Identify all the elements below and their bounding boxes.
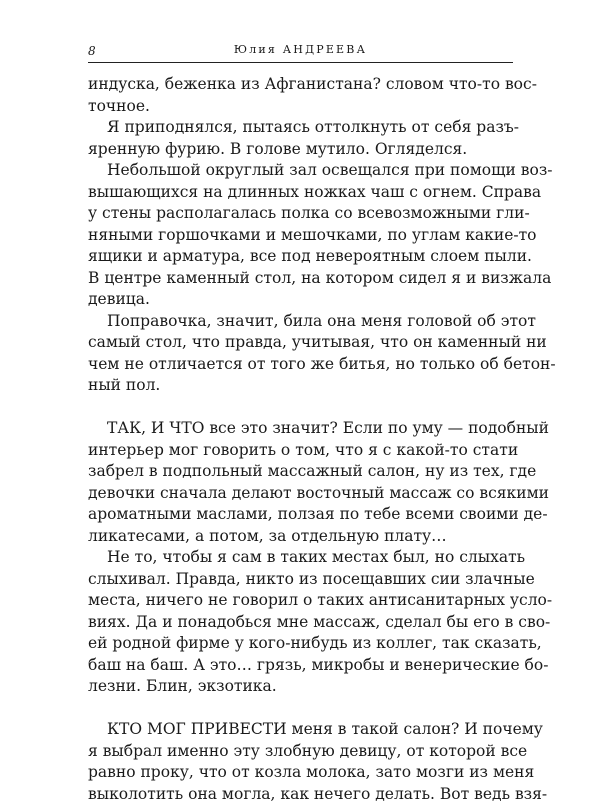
text-line: Поправочка, значит, била она меня головой об этот xyxy=(88,311,513,333)
text-line: самый стол, что правда, учитывая, что он каменный ни xyxy=(88,332,513,354)
text-line: забрел в подпольный массажный салон, ну из тех, где xyxy=(88,461,513,483)
running-header xyxy=(88,40,513,63)
text-line: равно проку, что от козла молока, зато мозги из меня xyxy=(88,762,513,784)
text-line: слыхивал. Правда, никто из посещавших сии злачные xyxy=(88,569,513,591)
text-line: чем не отличается от того же битья, но только об бетон- xyxy=(88,354,513,376)
text-line: КТО МОГ ПРИВЕСТИ меня в такой салон? И почему xyxy=(88,719,513,741)
section-break xyxy=(88,397,513,419)
text-line: Не то, чтобы я сам в таких местах был, но слыхать xyxy=(88,547,513,569)
text-line: девочки сначала делают восточный массаж со всякими xyxy=(88,483,513,505)
page-number: 8 xyxy=(88,44,96,58)
text-line: ликатесами, а потом, за отдельную плату… xyxy=(88,526,513,548)
text-line: точное. xyxy=(88,96,513,118)
text-line: Небольшой округлый зал освещался при помощи воз- xyxy=(88,160,513,182)
text-line: ный пол. xyxy=(88,375,513,397)
section-break xyxy=(88,698,513,720)
text-line: у стены располагалась полка со всевозможными гли- xyxy=(88,203,513,225)
text-line: ящики и арматура, все под невероятным слоем пыли. xyxy=(88,246,513,268)
text-line: ароматными маслами, ползая по тебе всеми своими де- xyxy=(88,504,513,526)
body-text xyxy=(88,74,513,805)
text-line: вышающихся на длинных ножках чаш с огнем. Справа xyxy=(88,182,513,204)
text-line: я выбрал именно эту злобную девицу, от которой все xyxy=(88,741,513,763)
text-line: яренную фурию. В голове мутило. Огляделся. xyxy=(88,139,513,161)
text-line: места, ничего не говорил о таких антисанитарных усло- xyxy=(88,590,513,612)
text-line: интерьер мог говорить о том, что я с какой-то стати xyxy=(88,440,513,462)
text-line: баш на баш. А это… грязь, микробы и венерические бо- xyxy=(88,655,513,677)
text-line: виях. Да и понадобься мне массаж, сделал бы его в сво- xyxy=(88,612,513,634)
text-line: В центре каменный стол, на котором сидел я и визжала xyxy=(88,268,513,290)
text-line: Я приподнялся, пытаясь оттолкнуть от себя разъ- xyxy=(88,117,513,139)
text-line: ей родной фирме у кого-нибудь из коллег, так сказать, xyxy=(88,633,513,655)
text-line: индуска, беженка из Афганистана? словом что-то вос- xyxy=(88,74,513,96)
text-line: няными горшочками и мешочками, по углам какие-то xyxy=(88,225,513,247)
text-line: выколотить она могла, как нечего делать. Вот ведь взя- xyxy=(88,784,513,805)
text-line: ТАК, И ЧТО все это значит? Если по уму — подобный xyxy=(88,418,513,440)
text-line: девица. xyxy=(88,289,513,311)
author-name: Юлия АНДРЕЕВА xyxy=(88,43,513,56)
text-line: лезни. Блин, экзотика. xyxy=(88,676,513,698)
